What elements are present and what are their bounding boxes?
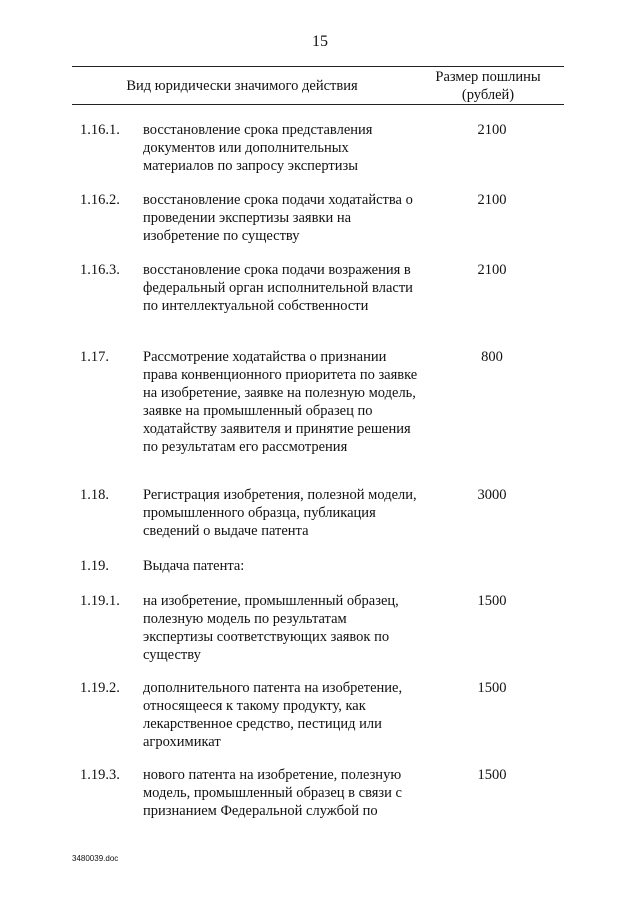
row-description: на изобретение, промышленный образец, полезную модель по результатам экспертизы соответствующих заявок по существу: [143, 593, 399, 663]
row-number: 1.19.3.: [80, 767, 120, 783]
row-fee: 2100: [477, 262, 507, 278]
row-description: восстановление срока подачи возражения в федеральный орган исполнительной власти по интеллектуальной собственности: [143, 262, 413, 314]
document-footer-filename: 3480039.doc: [72, 854, 119, 863]
row-fee: 2100: [477, 122, 507, 138]
row-number: 1.18.: [80, 487, 109, 503]
row-number: 1.19.: [80, 558, 109, 574]
row-description: дополнительного патента на изобретение, относящееся к такому продукту, как лекарственное средство, пестицид или агрохимикат: [143, 680, 403, 750]
row-fee: 1500: [477, 767, 507, 783]
table-row: [0, 191, 640, 261]
page-number: 15: [312, 33, 328, 50]
fee-table-body: [0, 121, 640, 826]
table-row: [0, 679, 640, 766]
row-number: 1.16.3.: [80, 262, 120, 278]
row-description: Выдача патента:: [143, 558, 245, 574]
header-fee-column: Размер пошлины (рублей): [435, 69, 541, 103]
table-row: [0, 261, 640, 348]
row-fee: 3000: [477, 487, 507, 503]
row-fee: 2100: [477, 192, 507, 208]
row-number: 1.19.2.: [80, 680, 120, 696]
row-number: 1.16.1.: [80, 122, 120, 138]
row-description: восстановление срока подачи ходатайства о проведении экспертизы заявки на изобретение по существу: [143, 192, 413, 244]
row-description: восстановление срока представления документов или дополнительных материалов по запросу экспертизы: [143, 122, 373, 174]
row-number: 1.19.1.: [80, 593, 120, 609]
table-row: [0, 121, 640, 191]
header-rule-bottom: [72, 104, 564, 105]
table-row: [0, 486, 640, 557]
row-fee: 800: [481, 349, 503, 365]
row-description: Рассмотрение ходатайства о признании права конвенционного приоритета по заявке на изобретение, заявке на полезную модель, заявке на промышленный образец по ходатайству заявителя и принятие решения по результатам его рассмотрения: [143, 349, 418, 455]
row-description: Регистрация изобретения, полезной модели, промышленного образца, публикация сведений о выдаче патента: [143, 487, 417, 539]
header-rule-top: [72, 66, 564, 67]
row-number: 1.17.: [80, 349, 109, 365]
row-fee: 1500: [477, 593, 507, 609]
row-description: нового патента на изобретение, полезную модель, промышленный образец в связи с признанием Федеральной службой по: [143, 767, 402, 819]
table-row: [0, 348, 640, 486]
table-row: [0, 766, 640, 826]
row-fee: 1500: [477, 680, 507, 696]
table-row: [0, 557, 640, 592]
row-number: 1.16.2.: [80, 192, 120, 208]
table-row: [0, 592, 640, 679]
header-action-column: Вид юридически значимого действия: [126, 78, 358, 94]
